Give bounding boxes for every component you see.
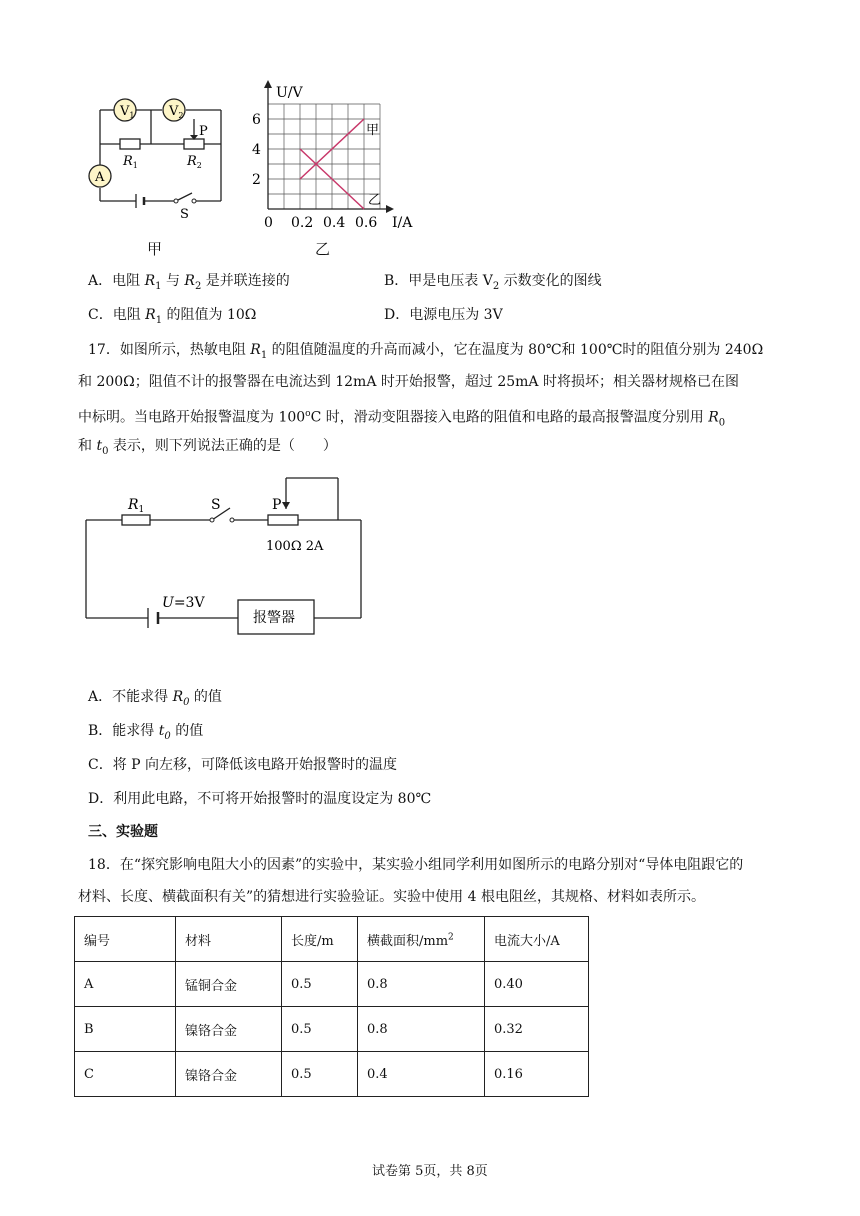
q17-option-d[interactable]: D．利用此电路，不可将开始报警时的温度设定为 80℃ — [88, 791, 432, 807]
table-header-cell: 电流大小/A — [485, 917, 589, 962]
x-tick-label: 0.6 — [355, 215, 378, 231]
table-cell: 0.4 — [358, 1052, 485, 1097]
table-cell: A — [75, 962, 176, 1007]
circuit-diagram-16 — [78, 92, 236, 222]
q16-option-d[interactable]: D．电源电压为 3V — [384, 307, 503, 323]
series-jia-label: 甲 — [366, 123, 380, 138]
table-header-cell: 横截面积$/mm^2$ — [358, 917, 485, 962]
y-tick-label: 4 — [252, 142, 261, 158]
slider-p-label: P — [199, 124, 208, 139]
alarm-label: 报警器 — [253, 610, 295, 626]
resistance-wire-table — [74, 916, 589, 1097]
v1-label: $V_1$ — [120, 104, 135, 120]
q17-line-1: 17．如图所示，热敏电阻 $R_1$ 的阻值随温度的升高而减小，它在温度为 80℃和 100℃时的阻值分别为 240Ω — [88, 342, 764, 361]
table-cell: 0.5 — [282, 1007, 358, 1052]
slider-p-label-17: P — [272, 497, 282, 513]
q17-line-3: 中标明。当电路开始报警温度为 100$^o$C 时，滑动变阻器接入电路的阻值和电路的最高报警温度分别用 $R_0$ — [78, 409, 726, 429]
v2-label: $V_2$ — [169, 104, 184, 120]
graph-caption: 乙 — [315, 240, 331, 258]
y-axis-label: U/V — [276, 85, 303, 101]
x-tick-label: 0 — [264, 215, 273, 231]
page-footer: 试卷第 5页，共 8页 — [372, 1164, 488, 1179]
table-row — [75, 1052, 589, 1097]
table-cell: 0.16 — [485, 1052, 589, 1097]
table-cell: 镍铬合金 — [176, 1007, 282, 1052]
q16-option-b[interactable]: B．甲是电压表 $V_2$ 示数变化的图线 — [384, 273, 602, 292]
switch-s-label-17: S — [211, 497, 221, 513]
table-header-cell: 材料 — [176, 917, 282, 962]
table-cell: 0.5 — [282, 1052, 358, 1097]
r1-label-17: $R_1$ — [128, 497, 145, 515]
voltage-label: U=3V — [162, 595, 205, 611]
graph-16 — [246, 80, 422, 232]
q17-option-a[interactable]: A．不能求得 $R_0$ 的值 — [88, 689, 222, 708]
x-tick-label: 0.4 — [323, 215, 346, 231]
q18-line-1: 18．在“探究影响电阻大小的因素”的实验中，某实验小组同学利用如图所示的电路分别对“导体电阻跟它的 — [88, 857, 744, 873]
q17-option-c[interactable]: C．将 P 向左移，可降低该电路开始报警时的温度 — [88, 757, 398, 773]
table-cell: B — [75, 1007, 176, 1052]
table-cell: 0.5 — [282, 962, 358, 1007]
table-row — [75, 1007, 589, 1052]
ammeter-label: A — [95, 170, 105, 185]
table-header-cell: 编号 — [75, 917, 176, 962]
y-axis-arrow-icon — [264, 80, 272, 88]
r2-label: $R_2$ — [187, 154, 202, 170]
table-header-cell: 长度/m — [282, 917, 358, 962]
table-cell: 0.40 — [485, 962, 589, 1007]
rheostat-spec: 100Ω 2A — [266, 539, 324, 554]
table-cell: 镍铬合金 — [176, 1052, 282, 1097]
x-axis-label: I/A — [392, 215, 413, 231]
q16-option-a[interactable]: A．电阻 $R_1$ 与 $R_2$ 是并联连接的 — [88, 273, 290, 292]
y-tick-label: 6 — [252, 112, 261, 128]
table-cell: 锰铜合金 — [176, 962, 282, 1007]
switch-s-label: S — [180, 207, 189, 222]
table-cell: 0.8 — [358, 962, 485, 1007]
q17-option-b[interactable]: B．能求得 $t_0$ 的值 — [88, 723, 204, 742]
q18-line-2: 材料、长度、横截面积有关”的猜想进行实验验证。实验中使用 4 根电阻丝，其规格、材料如表所示。 — [78, 889, 705, 905]
table-cell: C — [75, 1052, 176, 1097]
circuit-caption: 甲 — [147, 240, 163, 258]
table-header-row — [75, 917, 589, 962]
series-yi-label: 乙 — [368, 193, 382, 208]
y-tick-label: 2 — [252, 172, 261, 188]
r1-label: $R_1$ — [123, 154, 138, 170]
table-cell: 0.32 — [485, 1007, 589, 1052]
x-axis-arrow-icon — [386, 205, 394, 213]
q17-line-4: 和 $t_0$ 表示，则下列说法正确的是（ ） — [78, 438, 337, 457]
q17-line-2: 和 200Ω；阻值不计的报警器在电流达到 12mA 时开始报警，超过 25mA 时将损坏；相关器材规格已在图 — [78, 374, 739, 390]
q16-option-c[interactable]: C．电阻 $R_1$ 的阻值为 10Ω — [88, 307, 257, 326]
table-cell: 0.8 — [358, 1007, 485, 1052]
circuit-diagram-17 — [76, 470, 376, 650]
x-tick-label: 0.2 — [291, 215, 314, 231]
table-row — [75, 962, 589, 1007]
section-title: 三、实验题 — [88, 824, 158, 840]
